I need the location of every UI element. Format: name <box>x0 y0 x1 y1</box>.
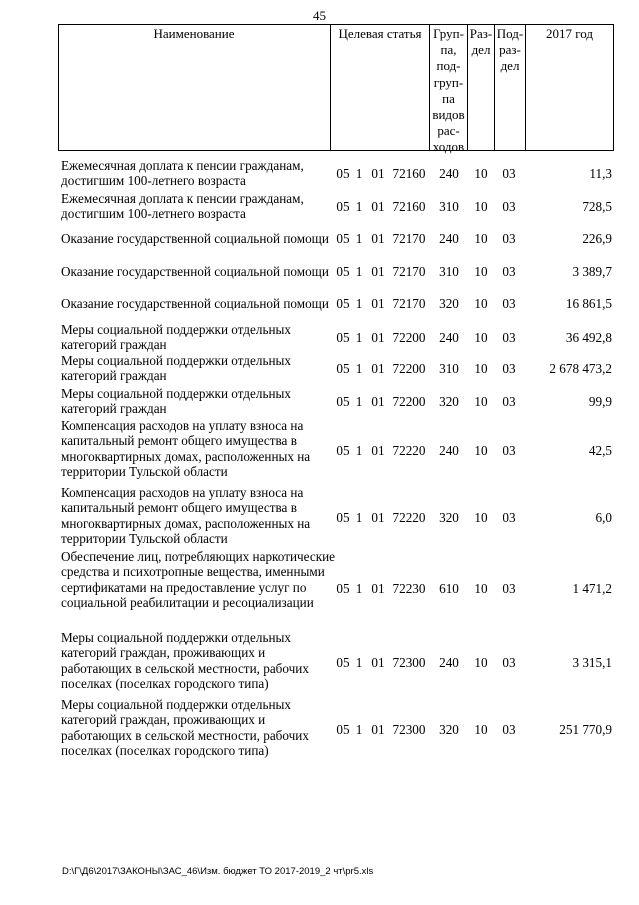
row-target-subprogram: 1 <box>355 655 363 670</box>
row-group: 240 <box>439 655 459 670</box>
row-target-program: 05 <box>336 296 350 311</box>
header-group: Груп- па, под- груп- па видов рас- ходов <box>432 26 465 155</box>
row-amount: 42,5 <box>588 443 612 458</box>
row-amount: 3 389,7 <box>572 264 612 279</box>
row-name: Меры социальной поддержки отдельных категорий граждан <box>61 386 291 417</box>
file-path-footer: D:\Г\Д6\2017\ЗАКОНЫ\ЗАС_46\Изм. бюджет ТО 2017-2019_2 чт\pr5.xls <box>62 866 374 877</box>
row-amount: 226,9 <box>582 231 612 246</box>
row-amount: 36 492,8 <box>565 330 612 345</box>
row-name: Меры социальной поддержки отдельных категорий граждан <box>61 353 291 384</box>
row-target-program: 05 <box>336 361 350 376</box>
row-target-program: 05 <box>336 231 350 246</box>
row-name: Оказание государственной социальной помощи <box>61 296 329 311</box>
row-target-subprogram: 1 <box>355 394 363 409</box>
row-target-activity: 01 <box>371 296 385 311</box>
row-amount: 6,0 <box>595 510 612 525</box>
row-name: Компенсация расходов на уплату взноса на капитальный ремонт общего имущества в многоквартирных домах, расположенных на территории Тульской области <box>61 485 311 546</box>
row-target-activity: 01 <box>371 722 385 737</box>
row-subsection: 03 <box>502 166 516 181</box>
header-bottom-border <box>58 150 614 151</box>
row-target-subprogram: 1 <box>355 722 363 737</box>
row-section: 10 <box>474 361 488 376</box>
row-target-activity: 01 <box>371 510 385 525</box>
row-amount: 728,5 <box>582 199 612 214</box>
row-section: 10 <box>474 722 488 737</box>
row-target-program: 05 <box>336 199 350 214</box>
row-name: Меры социальной поддержки отдельных категорий граждан, проживающих и работающих в сельской местности, рабочих поселках (поселках городского типа) <box>61 630 309 691</box>
row-subsection: 03 <box>502 296 516 311</box>
header-target-article: Целевая статья <box>338 26 422 41</box>
row-amount: 16 861,5 <box>565 296 612 311</box>
row-target-program: 05 <box>336 264 350 279</box>
row-target-program: 05 <box>336 166 350 181</box>
row-section: 10 <box>474 510 488 525</box>
row-target-subprogram: 1 <box>355 581 363 596</box>
row-target-code: 72200 <box>392 394 426 409</box>
row-target-activity: 01 <box>371 581 385 596</box>
row-subsection: 03 <box>502 231 516 246</box>
row-subsection: 03 <box>502 655 516 670</box>
table-header <box>58 24 614 155</box>
row-subsection: 03 <box>502 581 516 596</box>
row-target-program: 05 <box>336 722 350 737</box>
header-year: 2017 год <box>546 26 593 41</box>
row-group: 310 <box>439 264 459 279</box>
row-group: 610 <box>439 581 459 596</box>
row-target-subprogram: 1 <box>355 510 363 525</box>
row-subsection: 03 <box>502 722 516 737</box>
row-target-subprogram: 1 <box>355 361 363 376</box>
row-target-subprogram: 1 <box>355 231 363 246</box>
row-target-program: 05 <box>336 581 350 596</box>
row-target-code: 72170 <box>392 264 426 279</box>
row-section: 10 <box>474 655 488 670</box>
row-target-code: 72220 <box>392 510 426 525</box>
row-group: 310 <box>439 361 459 376</box>
row-name: Ежемесячная доплата к пенсии гражданам, достигшим 100-летнего возраста <box>61 158 304 189</box>
row-name: Оказание государственной социальной помощи <box>61 264 329 279</box>
header-border <box>525 24 526 151</box>
row-target-code: 72230 <box>392 581 426 596</box>
row-target-subprogram: 1 <box>355 264 363 279</box>
row-target-code: 72160 <box>392 166 426 181</box>
row-target-subprogram: 1 <box>355 296 363 311</box>
row-target-program: 05 <box>336 510 350 525</box>
row-target-activity: 01 <box>371 361 385 376</box>
row-section: 10 <box>474 394 488 409</box>
row-target-subprogram: 1 <box>355 330 363 345</box>
row-target-code: 72300 <box>392 722 426 737</box>
row-name: Меры социальной поддержки отдельных категорий граждан <box>61 322 291 353</box>
row-subsection: 03 <box>502 361 516 376</box>
row-target-subprogram: 1 <box>355 443 363 458</box>
row-target-activity: 01 <box>371 443 385 458</box>
row-amount: 1 471,2 <box>572 581 612 596</box>
row-amount: 99,9 <box>588 394 612 409</box>
header-section: Раз- дел <box>469 26 493 58</box>
row-target-activity: 01 <box>371 394 385 409</box>
row-target-subprogram: 1 <box>355 166 363 181</box>
row-group: 320 <box>439 394 459 409</box>
row-target-code: 72300 <box>392 655 426 670</box>
header-border <box>330 24 331 151</box>
row-group: 240 <box>439 231 459 246</box>
row-amount: 2 678 473,2 <box>549 361 612 376</box>
row-group: 320 <box>439 722 459 737</box>
row-group: 310 <box>439 199 459 214</box>
row-target-program: 05 <box>336 443 350 458</box>
row-subsection: 03 <box>502 510 516 525</box>
row-name: Обеспечение лиц, потребляющих наркотические средства и психотропные вещества, именными сертификатами на предоставление услуг по социальной реабилитации и ресоциализации <box>61 549 336 610</box>
row-target-program: 05 <box>336 330 350 345</box>
row-group: 320 <box>439 510 459 525</box>
row-target-code: 72200 <box>392 330 426 345</box>
row-section: 10 <box>474 264 488 279</box>
row-target-code: 72170 <box>392 231 426 246</box>
row-target-program: 05 <box>336 655 350 670</box>
row-name: Компенсация расходов на уплату взноса на капитальный ремонт общего имущества в многоквартирных домах, расположенных на территории Тульской области <box>61 418 311 479</box>
header-name: Наименование <box>153 26 235 41</box>
row-group: 240 <box>439 443 459 458</box>
row-target-activity: 01 <box>371 166 385 181</box>
row-amount: 251 770,9 <box>559 722 612 737</box>
header-top-border <box>58 24 614 25</box>
row-name: Меры социальной поддержки отдельных категорий граждан, проживающих и работающих в сельской местности, рабочих поселках (поселках городского типа) <box>61 697 309 758</box>
row-target-code: 72170 <box>392 296 426 311</box>
row-target-code: 72200 <box>392 361 426 376</box>
row-target-activity: 01 <box>371 655 385 670</box>
row-target-activity: 01 <box>371 264 385 279</box>
row-group: 240 <box>439 330 459 345</box>
header-border <box>613 24 614 151</box>
row-section: 10 <box>474 296 488 311</box>
row-target-subprogram: 1 <box>355 199 363 214</box>
row-subsection: 03 <box>502 199 516 214</box>
row-subsection: 03 <box>502 330 516 345</box>
row-target-activity: 01 <box>371 330 385 345</box>
row-target-activity: 01 <box>371 199 385 214</box>
row-target-activity: 01 <box>371 231 385 246</box>
row-group: 320 <box>439 296 459 311</box>
header-subsection: Под- раз- дел <box>496 26 524 74</box>
row-target-code: 72160 <box>392 199 426 214</box>
row-subsection: 03 <box>502 394 516 409</box>
row-section: 10 <box>474 166 488 181</box>
row-subsection: 03 <box>502 443 516 458</box>
row-subsection: 03 <box>502 264 516 279</box>
row-name: Ежемесячная доплата к пенсии гражданам, достигшим 100-летнего возраста <box>61 191 304 222</box>
row-section: 10 <box>474 231 488 246</box>
row-amount: 11,3 <box>589 166 612 181</box>
row-section: 10 <box>474 199 488 214</box>
header-border <box>58 24 59 151</box>
row-name: Оказание государственной социальной помощи <box>61 231 329 246</box>
row-section: 10 <box>474 330 488 345</box>
row-amount: 3 315,1 <box>572 655 612 670</box>
row-target-program: 05 <box>336 394 350 409</box>
page-number: 45 <box>313 8 326 23</box>
row-group: 240 <box>439 166 459 181</box>
row-target-code: 72220 <box>392 443 426 458</box>
row-section: 10 <box>474 443 488 458</box>
row-section: 10 <box>474 581 488 596</box>
